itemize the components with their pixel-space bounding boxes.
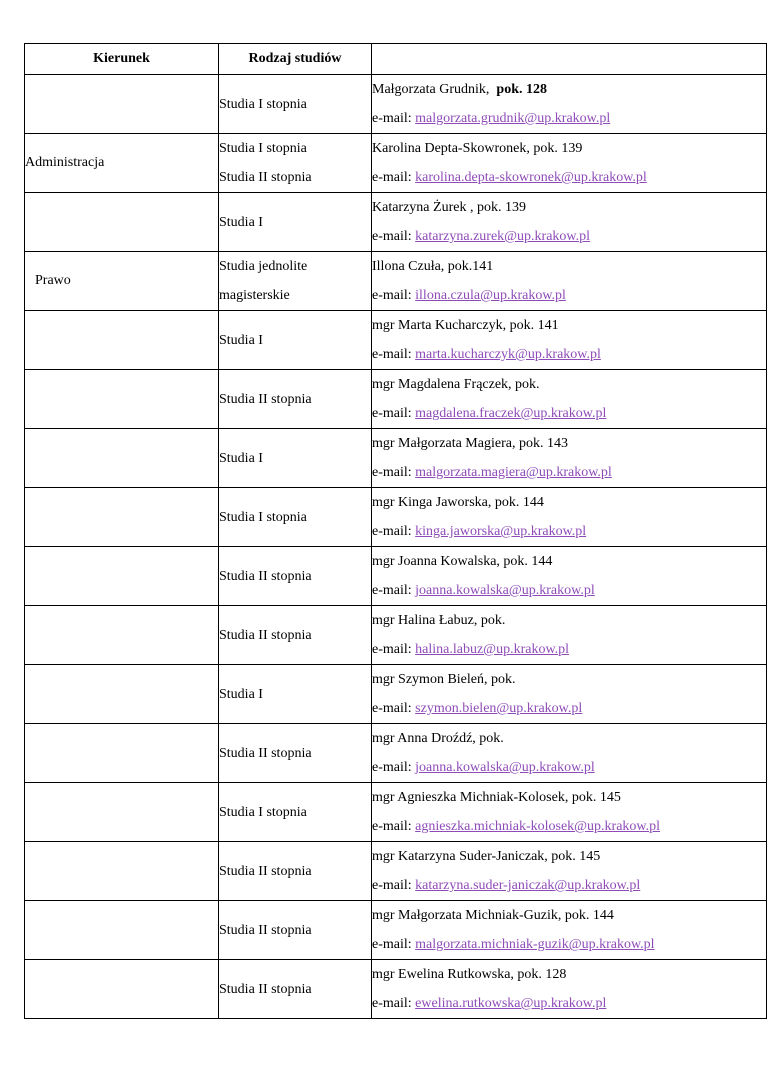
email-label: e-mail: [372, 996, 416, 1011]
contact-name: mgr Anna Droźdź, pok. [372, 731, 504, 746]
contact-email-line [372, 576, 766, 605]
contact-room: pok. 128 [496, 82, 547, 97]
contact-email-line [372, 399, 766, 428]
cell-rodzaj-studiow [219, 901, 372, 960]
cell-kierunek [25, 75, 219, 134]
rodzaj-line: Studia I [219, 450, 263, 466]
rodzaj-line: Studia II stopnia [219, 391, 312, 407]
contact-name-line [372, 606, 766, 635]
contact-name: mgr Kinga Jaworska, pok. 144 [372, 495, 544, 510]
email-label: e-mail: [372, 111, 416, 126]
cell-contact [372, 842, 767, 901]
cell-rodzaj-studiow [219, 665, 372, 724]
contact-name: mgr Ewelina Rutkowska, pok. 128 [372, 967, 567, 982]
table-row [25, 488, 767, 547]
cell-contact [372, 901, 767, 960]
email-link[interactable]: joanna.kowalska@up.krakow.pl [415, 583, 595, 598]
contact-email-line [372, 163, 766, 192]
rodzaj-line: Studia II stopnia [219, 981, 312, 997]
email-label: e-mail: [372, 465, 416, 480]
cell-contact [372, 547, 767, 606]
cell-kierunek [25, 606, 219, 665]
cell-kierunek [25, 370, 219, 429]
email-link[interactable]: illona.czula@up.krakow.pl [415, 288, 566, 303]
contact-email-line [372, 635, 766, 664]
cell-contact [372, 606, 767, 665]
cell-rodzaj-studiow [219, 134, 372, 193]
contact-name-line [372, 547, 766, 576]
contact-email-line [372, 458, 766, 487]
email-link[interactable]: halina.labuz@up.krakow.pl [415, 642, 570, 657]
table-row [25, 75, 767, 134]
cell-contact [372, 429, 767, 488]
cell-contact [372, 311, 767, 370]
contact-name-line [372, 488, 766, 517]
rodzaj-line: Studia II stopnia [219, 745, 312, 761]
cell-kierunek [25, 547, 219, 606]
email-label: e-mail: [372, 760, 416, 775]
contact-email-line [372, 340, 766, 369]
contact-name-line [372, 901, 766, 930]
header-kierunek: Kierunek [25, 44, 219, 75]
email-link[interactable]: malgorzata.michniak-guzik@up.krakow.pl [415, 937, 655, 952]
email-label: e-mail: [372, 406, 416, 421]
table-row [25, 134, 767, 193]
rodzaj-line: Studia I [219, 332, 263, 348]
email-link[interactable]: karolina.depta-skowronek@up.krakow.pl [415, 170, 647, 185]
cell-kierunek [25, 665, 219, 724]
rodzaj-line: Studia I stopnia [219, 141, 307, 156]
contact-email-line [372, 281, 766, 310]
contact-email-line [372, 694, 766, 723]
email-link[interactable]: marta.kucharczyk@up.krakow.pl [415, 347, 601, 362]
cell-kierunek: Prawo [25, 252, 219, 311]
contact-name-line [372, 429, 766, 458]
table-row [25, 783, 767, 842]
table-row [25, 606, 767, 665]
cell-rodzaj-studiow [219, 429, 372, 488]
contact-name: mgr Joanna Kowalska, pok. 144 [372, 554, 553, 569]
rodzaj-line: Studia I [219, 214, 263, 230]
cell-kierunek [25, 429, 219, 488]
rodzaj-line: Studia II stopnia [219, 922, 312, 938]
contact-name-line [372, 193, 766, 222]
table-row [25, 311, 767, 370]
contact-name-line [372, 370, 766, 399]
table-row [25, 665, 767, 724]
contact-email-line [372, 222, 766, 251]
cell-kierunek [25, 724, 219, 783]
contact-name-line [372, 75, 766, 104]
table-row [25, 842, 767, 901]
rodzaj-line: Studia I stopnia [219, 804, 307, 820]
rodzaj-line: magisterskie [219, 288, 290, 303]
cell-contact [372, 783, 767, 842]
cell-contact [372, 193, 767, 252]
contact-name-line [372, 252, 766, 281]
cell-contact [372, 960, 767, 1019]
table-header-row [25, 44, 767, 75]
rodzaj-line: Studia II stopnia [219, 863, 312, 879]
table-row [25, 901, 767, 960]
contact-name: mgr Halina Łabuz, pok. [372, 613, 506, 628]
email-label: e-mail: [372, 937, 416, 952]
header-contact [372, 44, 767, 75]
email-link[interactable]: agnieszka.michniak-kolosek@up.krakow.pl [415, 819, 661, 834]
cell-rodzaj-studiow [219, 252, 372, 311]
cell-rodzaj-studiow [219, 488, 372, 547]
email-label: e-mail: [372, 583, 416, 598]
contact-name: Katarzyna Żurek , pok. 139 [372, 200, 526, 215]
cell-contact [372, 134, 767, 193]
contact-name: Karolina Depta-Skowronek, pok. 139 [372, 141, 583, 156]
contact-name-line [372, 842, 766, 871]
contact-email-line [372, 517, 766, 546]
cell-rodzaj-studiow [219, 960, 372, 1019]
contact-name-line [372, 665, 766, 694]
contact-name: mgr Marta Kucharczyk, pok. 141 [372, 318, 559, 333]
contact-email-line [372, 989, 766, 1018]
cell-rodzaj-studiow [219, 724, 372, 783]
table-row [25, 547, 767, 606]
contact-name: mgr Agnieszka Michniak-Kolosek, pok. 145 [372, 790, 621, 805]
cell-kierunek [25, 842, 219, 901]
header-rodzaj-studiow: Rodzaj studiów [219, 44, 372, 75]
email-label: e-mail: [372, 170, 416, 185]
cell-rodzaj-studiow [219, 783, 372, 842]
email-link[interactable]: szymon.bielen@up.krakow.pl [415, 701, 583, 716]
contact-name: mgr Katarzyna Suder-Janiczak, pok. 145 [372, 849, 601, 864]
table-row [25, 370, 767, 429]
cell-rodzaj-studiow [219, 370, 372, 429]
cell-contact [372, 252, 767, 311]
rodzaj-line: Studia I stopnia [219, 96, 307, 112]
email-label: e-mail: [372, 642, 416, 657]
cell-kierunek: Administracja [25, 134, 219, 193]
email-label: e-mail: [372, 524, 416, 539]
email-link[interactable]: malgorzata.grudnik@up.krakow.pl [415, 111, 611, 126]
contact-name-line [372, 783, 766, 812]
contact-name-line [372, 724, 766, 753]
email-link[interactable]: malgorzata.magiera@up.krakow.pl [415, 465, 612, 480]
email-link[interactable]: katarzyna.suder-janiczak@up.krakow.pl [415, 878, 641, 893]
cell-contact [372, 488, 767, 547]
table-row [25, 724, 767, 783]
table-row [25, 193, 767, 252]
cell-kierunek [25, 960, 219, 1019]
cell-rodzaj-studiow [219, 75, 372, 134]
contact-email-line [372, 104, 766, 133]
cell-rodzaj-studiow [219, 842, 372, 901]
cell-kierunek [25, 193, 219, 252]
cell-rodzaj-studiow [219, 193, 372, 252]
contact-email-line [372, 753, 766, 782]
contact-name: mgr Małgorzata Michniak-Guzik, pok. 144 [372, 908, 614, 923]
email-link[interactable]: magdalena.fraczek@up.krakow.pl [415, 406, 607, 421]
email-link[interactable]: joanna.kowalska@up.krakow.pl [415, 760, 595, 775]
table-row [25, 960, 767, 1019]
email-label: e-mail: [372, 288, 416, 303]
contact-name: Illona Czuła, pok.141 [372, 259, 494, 274]
contact-email-line [372, 871, 766, 900]
cell-contact [372, 724, 767, 783]
cell-contact [372, 75, 767, 134]
email-label: e-mail: [372, 229, 416, 244]
rodzaj-line: Studia I [219, 686, 263, 702]
rodzaj-line: Studia I stopnia [219, 509, 307, 525]
rodzaj-line: Studia II stopnia [219, 170, 312, 185]
table-row [25, 252, 767, 311]
contact-name-line [372, 134, 766, 163]
cell-contact [372, 370, 767, 429]
cell-rodzaj-studiow [219, 311, 372, 370]
contact-email-line [372, 812, 766, 841]
email-link[interactable]: ewelina.rutkowska@up.krakow.pl [415, 996, 607, 1011]
cell-contact [372, 665, 767, 724]
contact-name: mgr Magdalena Frączek, pok. [372, 377, 540, 392]
contact-name-line [372, 960, 766, 989]
rodzaj-line: Studia II stopnia [219, 568, 312, 584]
email-link[interactable]: kinga.jaworska@up.krakow.pl [415, 524, 587, 539]
email-label: e-mail: [372, 819, 416, 834]
cell-kierunek [25, 488, 219, 547]
rodzaj-line: Studia jednolite [219, 259, 308, 274]
email-label: e-mail: [372, 347, 416, 362]
cell-kierunek [25, 901, 219, 960]
email-link[interactable]: katarzyna.zurek@up.krakow.pl [415, 229, 591, 244]
email-label: e-mail: [372, 878, 416, 893]
contact-name-line [372, 311, 766, 340]
cell-rodzaj-studiow [219, 547, 372, 606]
contacts-table [24, 43, 767, 1019]
cell-kierunek [25, 311, 219, 370]
cell-rodzaj-studiow [219, 606, 372, 665]
email-label: e-mail: [372, 701, 416, 716]
contact-name: Małgorzata Grudnik, [372, 82, 490, 97]
table-row [25, 429, 767, 488]
rodzaj-line: Studia II stopnia [219, 627, 312, 643]
contact-name: mgr Małgorzata Magiera, pok. 143 [372, 436, 568, 451]
cell-kierunek [25, 783, 219, 842]
contact-email-line [372, 930, 766, 959]
contact-name: mgr Szymon Bieleń, pok. [372, 672, 516, 687]
